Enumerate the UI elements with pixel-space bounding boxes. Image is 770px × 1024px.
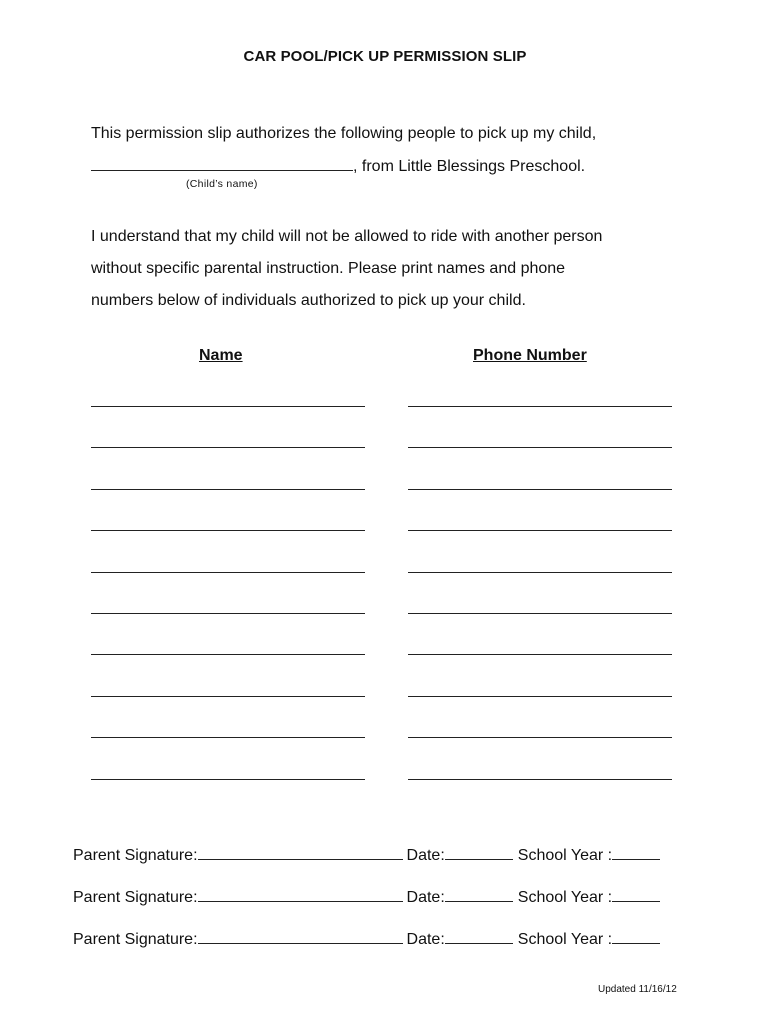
signature-row [73, 887, 660, 929]
authorized-people-list [0, 392, 770, 806]
phone-column-header: Phone Number [473, 347, 587, 364]
paragraph-line-2: without specific parental instruction. Please print names and phone [91, 260, 566, 277]
phone-field[interactable] [408, 654, 672, 655]
parent-signature-label: Parent Signature: [73, 847, 198, 864]
authorized-person-row [0, 433, 770, 474]
date-label: Date: [406, 847, 445, 864]
phone-field[interactable] [408, 696, 672, 697]
authorized-person-row [0, 516, 770, 557]
phone-field[interactable] [408, 737, 672, 738]
phone-field[interactable] [408, 613, 672, 614]
name-field[interactable] [91, 406, 365, 407]
phone-field[interactable] [408, 447, 672, 448]
authorized-person-row [0, 640, 770, 681]
intro-line-2 [91, 156, 596, 177]
name-field[interactable] [91, 489, 365, 490]
signature-section [73, 845, 660, 971]
name-field[interactable] [91, 737, 365, 738]
authorized-person-row [0, 682, 770, 723]
school-year-field[interactable] [612, 845, 660, 860]
intro-text [91, 124, 596, 177]
name-field[interactable] [91, 779, 365, 780]
intro-line-1: This permission slip authorizes the following people to pick up my child, [91, 125, 597, 142]
phone-field[interactable] [408, 406, 672, 407]
date-field[interactable] [445, 929, 513, 944]
school-year-label: School Year : [517, 847, 613, 864]
name-field[interactable] [91, 447, 365, 448]
school-year-field[interactable] [612, 929, 660, 944]
school-year-field[interactable] [612, 887, 660, 902]
name-field[interactable] [91, 530, 365, 531]
name-column-header: Name [199, 347, 243, 364]
date-label: Date: [406, 889, 445, 906]
updated-date-footer: Updated 11/16/12 [598, 984, 677, 995]
signature-row [73, 929, 660, 971]
signature-row [73, 845, 660, 887]
instructions-paragraph [91, 221, 691, 317]
parent-signature-label: Parent Signature: [73, 889, 198, 906]
parent-signature-field[interactable] [198, 845, 403, 860]
parent-signature-label: Parent Signature: [73, 931, 198, 948]
date-field[interactable] [445, 887, 513, 902]
paragraph-line-1: I understand that my child will not be allowed to ride with another person [91, 228, 603, 245]
authorized-person-row [0, 558, 770, 599]
phone-field[interactable] [408, 779, 672, 780]
date-field[interactable] [445, 845, 513, 860]
name-field[interactable] [91, 613, 365, 614]
phone-field[interactable] [408, 572, 672, 573]
name-field[interactable] [91, 572, 365, 573]
child-name-caption: (Child’s name) [186, 178, 258, 190]
school-year-label: School Year : [517, 931, 613, 948]
phone-field[interactable] [408, 489, 672, 490]
authorized-person-row [0, 392, 770, 433]
authorized-person-row [0, 475, 770, 516]
parent-signature-field[interactable] [198, 929, 403, 944]
parent-signature-field[interactable] [198, 887, 403, 902]
name-field[interactable] [91, 696, 365, 697]
authorized-person-row [0, 723, 770, 764]
date-label: Date: [406, 931, 445, 948]
authorized-person-row [0, 765, 770, 806]
authorized-person-row [0, 599, 770, 640]
phone-field[interactable] [408, 530, 672, 531]
document-title: CAR POOL/PICK UP PERMISSION SLIP [243, 48, 527, 65]
intro-line-2-suffix: , from Little Blessings Preschool. [353, 158, 586, 175]
school-year-label: School Year : [517, 889, 613, 906]
paragraph-line-3: numbers below of individuals authorized to pick up your child. [91, 292, 526, 309]
child-name-field[interactable] [91, 156, 353, 171]
name-field[interactable] [91, 654, 365, 655]
